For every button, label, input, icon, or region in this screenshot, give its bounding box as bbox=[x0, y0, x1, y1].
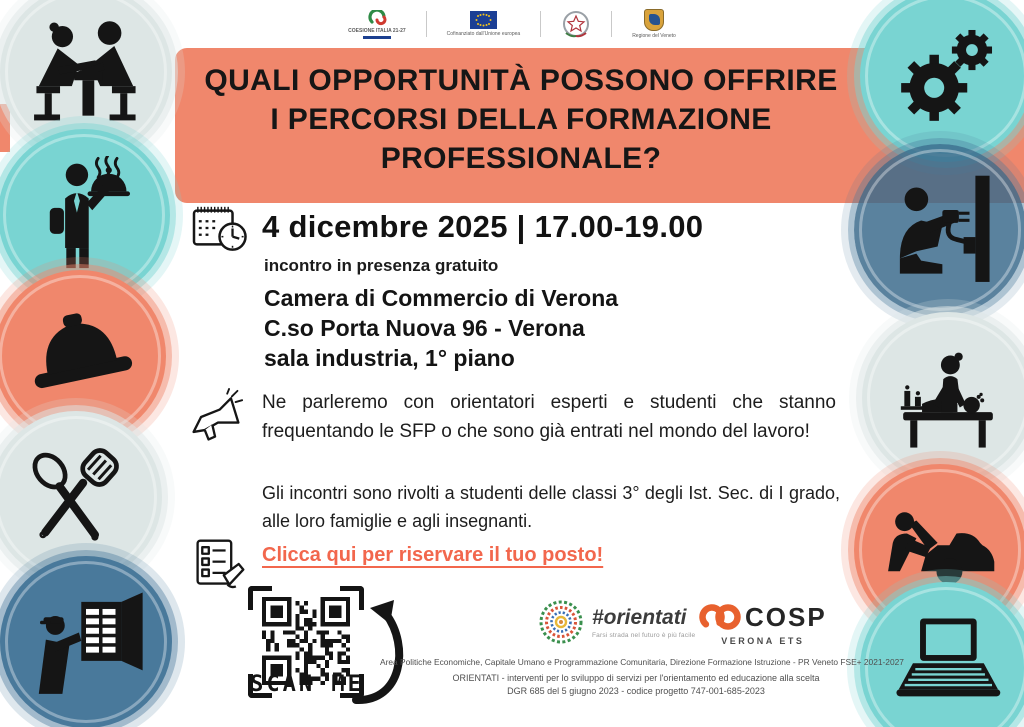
checklist-icon bbox=[192, 537, 248, 591]
location-line-1: Camera di Commercio di Verona bbox=[264, 285, 619, 311]
title-line-1: QUALI OPPORTUNITÀ POSSONO OFFRIRE bbox=[204, 64, 838, 97]
qr-block bbox=[248, 586, 428, 721]
cosp-name: COSP bbox=[745, 601, 827, 632]
event-location bbox=[264, 283, 618, 373]
body-paragraph-2: Gli incontri sono rivolti a studenti delle classi 3° degli Ist. Sec. di I grado, alle loro famiglie e agli insegnanti. bbox=[262, 483, 840, 531]
cosp-mark-icon bbox=[699, 601, 741, 633]
calendar-clock-icon bbox=[190, 202, 250, 254]
footer-credits bbox=[380, 657, 904, 698]
footer-line-1: Area Politiche Economiche, Capitale Umano e Programmazione Comunitaria, Direzione Formazione Istruzione - PR Veneto FSE+ 2021-2027 bbox=[380, 657, 904, 667]
title-line-3: PROFESSIONALE? bbox=[380, 142, 662, 175]
location-line-2: C.so Porta Nuova 96 - Verona bbox=[264, 315, 585, 341]
orientati-name: #orientati bbox=[592, 605, 687, 629]
scan-me-label: SCAN ME bbox=[250, 672, 364, 697]
cosp-subtitle: VERONA ETS bbox=[721, 636, 805, 646]
megaphone-icon bbox=[188, 388, 244, 446]
location-line-3: sala industria, 1° piano bbox=[264, 345, 515, 371]
title-line-2: I PERCORSI DELLA FORMAZIONE bbox=[270, 103, 772, 136]
coesione-label: COESIONE ITALIA 21-27 bbox=[348, 27, 406, 34]
footer-line-3: DGR 685 del 5 giugno 2023 - codice progetto 747-001-685-2023 bbox=[507, 686, 765, 696]
orientati-logo bbox=[538, 599, 695, 645]
event-mode: incontro in presenza gratuito bbox=[264, 256, 499, 275]
veneto-label: Regione del Veneto bbox=[632, 33, 676, 39]
orientati-tagline: Farsi strada nel futuro è più facile bbox=[592, 631, 696, 639]
body-paragraph-1: Ne parleremo con orientatori esperti e studenti che stanno frequentando le SFP o che sono già entrati nel mondo del lavoro! bbox=[262, 392, 836, 442]
orientati-mandala-icon bbox=[538, 599, 584, 645]
eu-label: Cofinanziato dall'Unione europea bbox=[446, 31, 521, 37]
footer-line-2: ORIENTATI - interventi per lo sviluppo di servizi per l'orientamento ed educazione alla scelta bbox=[452, 673, 820, 683]
reservation-link[interactable]: Clicca qui per riservare il tuo posto! bbox=[262, 544, 604, 566]
event-datetime: 4 dicembre 2025 | 17.00-19.00 bbox=[262, 209, 704, 244]
cosp-logo bbox=[699, 601, 827, 646]
